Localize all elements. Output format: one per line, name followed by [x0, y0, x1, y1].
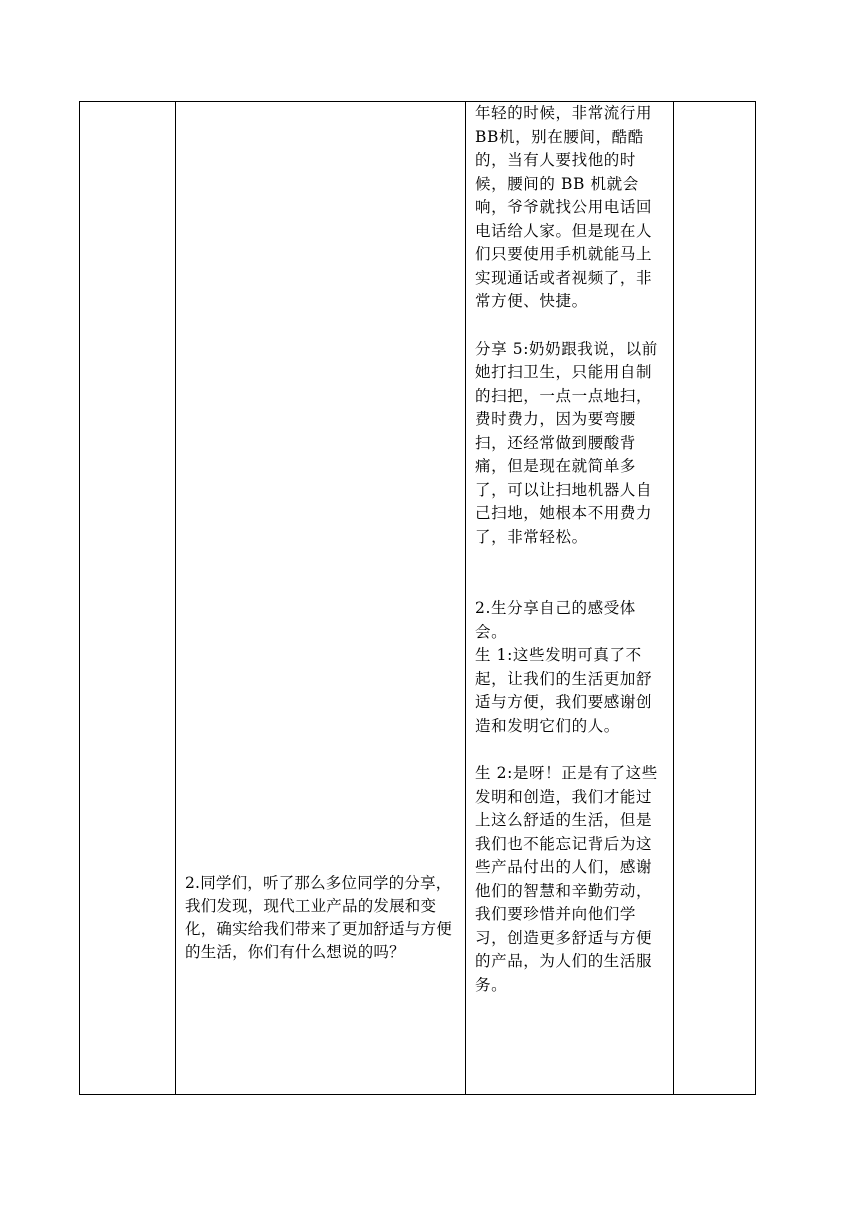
- feelings-heading: 2.生分享自己的感受体会。: [475, 599, 636, 641]
- student-1-text: 生 1:这些发明可真了不起，让我们的生活更加舒适与方便，我们要感谢创造和发明它们的人。: [475, 646, 653, 735]
- student-activity-cell: [466, 102, 674, 1095]
- student-2-text: 生 2:是呀！正是有了这些发明和创造，我们才能过上这么舒适的生活，但是我们也不能忘记背后为这些产品付出的人们，感谢他们的智慧和辛勤劳动，我们要珍惜并向他们学习，创造更多舒适与方便的产品，为人们的生活服务。: [475, 764, 658, 994]
- lesson-plan-table: [79, 101, 756, 1095]
- share-5-text: 分享 5:奶奶跟我说，以前她打扫卫生，只能用自制的扫把，一点一点地扫，费时费力，因为要弯腰扫，还经常做到腰酸背痛，但是现在就简单多了，可以让扫地机器人自己扫地，她根本不用费力了，非常轻松。: [475, 339, 658, 546]
- teacher-activity-cell: [176, 102, 466, 1095]
- stage-cell: [80, 102, 176, 1095]
- design-intent-cell: [674, 102, 756, 1095]
- share-4-continued-text: 年轻的时候，非常流行用BB机，别在腰间，酷酷的，当有人要找他的时候，腰间的 BB 机就会响，爷爷就找公用电话回电话给人家。但是现在人们只要使用手机就能马上实现通话或者视频了，非常方便、快捷。: [475, 104, 653, 310]
- table-row: [80, 102, 756, 1095]
- teacher-activity-text: 2.同学们，听了那么多位同学的分享，我们发现，现代工业产品的发展和变化，确实给我们带来了更加舒适与方便的生活，你们有什么想说的吗？: [185, 874, 452, 961]
